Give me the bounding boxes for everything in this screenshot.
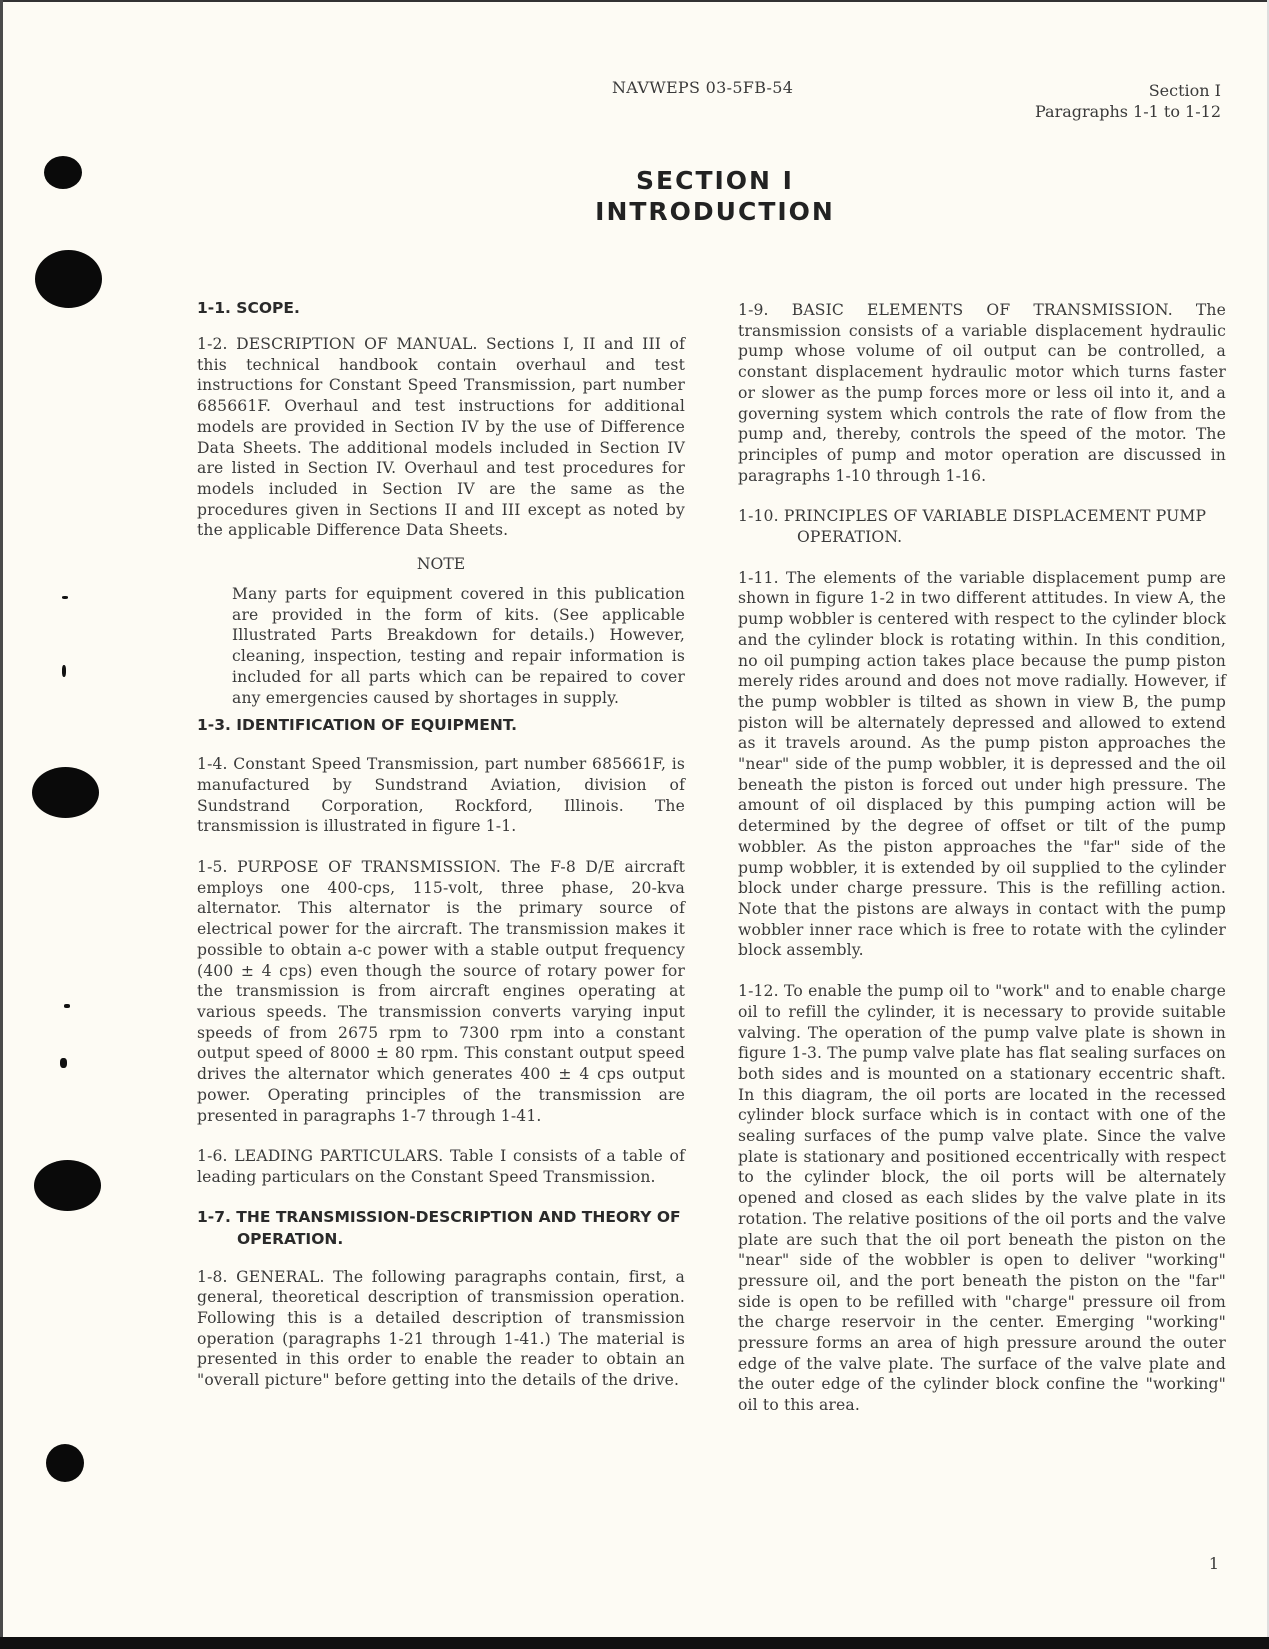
- paragraph-1-12: 1-12. To enable the pump oil to "work" and to enable charge oil to refill the cylinder, it is necessary to provide suitable valving. The operation of the pump valve plate is shown in figure 1-3. The pump valve plate has flat sealing surfaces on both sides and is mounted on a stationary eccentric shaft. In this diagram, the oil ports are located in the recessed cylinder block surface which is in contact with one of the sealing surfaces of the pump valve plate. Since the valve plate is stationary and positioned eccentrically with respect to the cylinder block, the oil ports will be alternately opened and closed as each slides by the valve plate in its rotation. The relative positions of the oil ports and the valve plate are such that the oil port beneath the piston on the "near" side of the wobbler is open to deliver "working" pressure oil, and the port beneath the piston on the "far" side is open to be refilled with "charge" pressure oil from the charge reservoir in the center. Emerging "working" pressure forms an area of high pressure around the outer edge of the valve plate. The surface of the valve plate and the outer edge of the cylinder block confine the "working" oil to this area.: [738, 982, 1226, 1415]
- title-section: SECTION I: [636, 166, 794, 195]
- scan-edge-left: [0, 0, 3, 1649]
- scan-speck: [64, 1004, 70, 1008]
- note-heading: NOTE: [416, 555, 466, 574]
- paragraph-range: Paragraphs 1-1 to 1-12: [1035, 102, 1221, 121]
- scan-edge-top: [0, 0, 1269, 2]
- paragraph-1-8: 1-8. GENERAL. The following paragraphs contain, first, a general, theoretical description of transmission operation. Following this is a detailed description of transmission operation (paragraphs 1-21 through 1-41.) The material is presented in this order to enable the reader to obtain an "overall picture" before getting into the details of the drive.: [197, 1267, 685, 1390]
- scan-speck: [62, 596, 68, 599]
- punch-hole-icon: [35, 250, 102, 308]
- document-number: NAVWEPS 03-5FB-54: [612, 78, 794, 97]
- right-column: [738, 300, 1226, 1416]
- page-number: 1: [1208, 1554, 1219, 1573]
- heading-1-1-scope: 1-1. SCOPE.: [197, 299, 300, 317]
- running-header: [1035, 80, 1221, 122]
- punch-hole-icon: [32, 767, 99, 818]
- note-body: Many parts for equipment covered in this publication are provided in the form of kits. (See applicable Illustrated Parts Breakdown for details.) However, cleaning, inspection, testing and repair information is included for all parts which can be repaired to cover any emergencies caused by shortages in supply.: [232, 585, 685, 707]
- section-label: Section I: [1148, 81, 1221, 100]
- paragraph-1-11: 1-11. The elements of the variable displacement pump are shown in figure 1-2 in two different attitudes. In view A, the pump wobbler is centered with respect to the cylinder block and the cylinder block is rotating within. In this condition, no oil pumping action takes place because the pump piston merely rides around and does not move radially. However, if the pump wobbler is tilted as shown in view B, the pump piston will be alternately depressed and allowed to extend as it travels around. As the pump piston approaches the "near" side of the pump wobbler, it is depressed and the oil beneath the piston is forced out under high pressure. The amount of oil displaced by this pumping action will be determined by the degree of offset or tilt of the pump wobbler. As the piston approaches the "far" side of the pump wobbler, it is extended by oil supplied to the cylinder block under charge pressure. This is the refilling action. Note that the pistons are always in contact with the pump wobbler inner race which is free to rotate with the cylinder block assembly.: [738, 568, 1226, 960]
- scan-speck: [60, 1058, 67, 1068]
- scan-edge-bottom: [0, 1637, 1269, 1649]
- scan-speck: [62, 665, 66, 677]
- punch-hole-icon: [46, 1444, 84, 1482]
- paragraph-1-5: 1-5. PURPOSE OF TRANSMISSION. The F-8 D/E aircraft employs one 400-cps, 115-volt, three phase, 20-kva alternator. This alternator is the primary source of electrical power for the aircraft. The transmission makes it possible to obtain a-c power with a stable output frequency (400 ± 4 cps) even though the source of rotary power for the transmission is from aircraft engines operating at various speeds. The transmission converts varying input speeds of from 2675 rpm to 7300 rpm into a constant output speed of 8000 ± 80 rpm. This constant output speed drives the alternator which generates 400 ± 4 cps output power. Operating principles of the transmission are presented in paragraphs 1-7 through 1-41.: [197, 858, 685, 1125]
- heading-1-10-principles: 1-10. PRINCIPLES OF VARIABLE DISPLACEMENT PUMP OPERATION.: [738, 507, 1207, 547]
- left-column: [197, 300, 685, 1391]
- paragraph-1-2: 1-2. DESCRIPTION OF MANUAL. Sections I, II and III of this technical handbook contain overhaul and test instructions for Constant Speed Transmission, part number 685661F. Overhaul and test instructions for additional models are provided in Section IV by the use of Difference Data Sheets. The additional models included in Section IV are listed in Section IV. Overhaul and test procedures for models included in Section IV are the same as the procedures given in Sections II and III except as noted by the applicable Difference Data Sheets.: [197, 335, 685, 540]
- heading-1-3-identification: 1-3. IDENTIFICATION OF EQUIPMENT.: [197, 716, 517, 735]
- punch-hole-icon: [34, 1160, 101, 1211]
- paragraph-1-9: 1-9. BASIC ELEMENTS OF TRANSMISSION. The transmission consists of a variable displacement hydraulic pump whose volume of oil output can be controlled, a constant displacement hydraulic motor which turns faster or slower as the pump forces more or less oil into it, and a governing system which controls the rate of flow from the pump and, thereby, controls the speed of the motor. The principles of pump and motor operation are discussed in paragraphs 1-10 through 1-16.: [738, 301, 1226, 485]
- page-title: [585, 165, 845, 227]
- title-introduction: INTRODUCTION: [595, 197, 835, 226]
- paragraph-1-6: 1-6. LEADING PARTICULARS. Table I consists of a table of leading particulars on the Constant Speed Transmission.: [197, 1147, 685, 1186]
- heading-1-7-transmission: 1-7. THE TRANSMISSION-DESCRIPTION AND THEORY OF OPERATION.: [197, 1207, 681, 1248]
- paragraph-1-4: 1-4. Constant Speed Transmission, part number 685661F, is manufactured by Sundstrand Aviation, division of Sundstrand Corporation, Rockford, Illinois. The transmission is illustrated in figure 1-1.: [197, 755, 685, 836]
- punch-hole-icon: [44, 156, 82, 189]
